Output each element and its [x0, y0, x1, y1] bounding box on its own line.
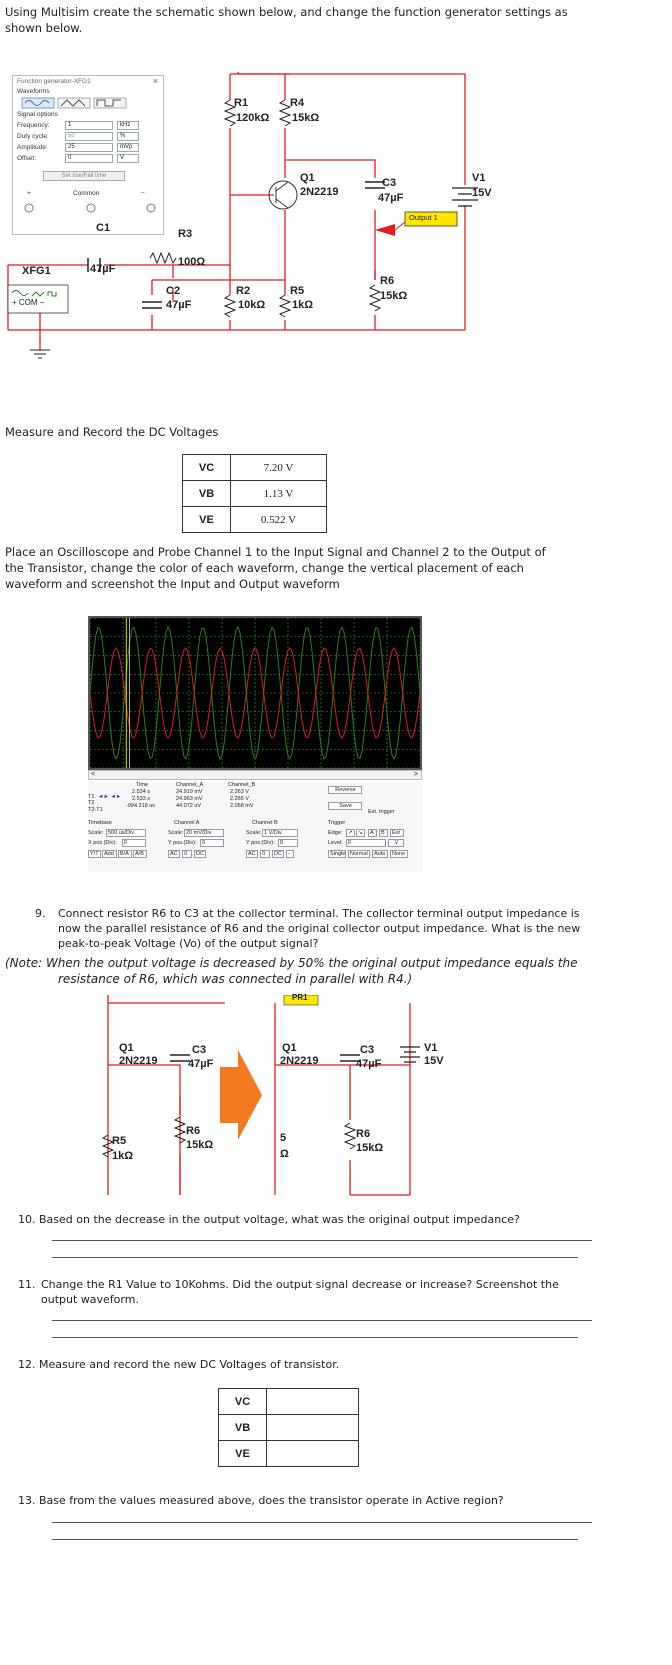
xfg1-terminals: + COM −: [12, 298, 45, 307]
answer-line[interactable]: [52, 1257, 578, 1258]
cursor-row-t2: T2: [88, 800, 95, 806]
r5-zigzag: [280, 295, 290, 317]
q9-line-2: now the parallel resistance of R6 and the original collector output impedance. What is the new: [58, 922, 581, 935]
q10-text: [18, 1212, 520, 1227]
chb-coupling-minus[interactable]: -: [286, 850, 294, 858]
dc-value-vb: 1.13 V: [231, 481, 327, 507]
q12-question: Measure and record the new DC Voltages of transistor.: [39, 1358, 340, 1371]
cha-scale-label: Scale:: [168, 830, 184, 836]
intro-line-2: shown below.: [5, 21, 83, 35]
scope-instr-line-3: waveform and screenshot the Input and Output waveform: [5, 577, 340, 591]
timebase-label: Timebase: [88, 820, 112, 826]
amplitude-input[interactable]: 25: [65, 143, 113, 152]
q9r-q1-part: 2N2219: [280, 1055, 319, 1067]
q12-label-vc: VC: [219, 1389, 267, 1415]
cha-ypos-label: Y pos.(Div):: [168, 840, 197, 846]
answer-line[interactable]: [52, 1539, 578, 1540]
offset-input[interactable]: 0: [65, 154, 113, 163]
cha-header: Channel_A: [176, 782, 204, 788]
chb-coupling-ac[interactable]: AC: [246, 850, 258, 858]
cha-delta: 44.072 uV: [176, 803, 202, 809]
r6-zigzag: [370, 285, 380, 311]
intro-text: [5, 4, 568, 36]
scope-instr-line-1: Place an Oscilloscope and Probe Channel 1 to the Input Signal and Channel 2 to the Output of: [5, 545, 546, 559]
reverse-button[interactable]: Reverse: [328, 786, 362, 794]
close-icon[interactable]: ×: [152, 76, 158, 86]
edge-a[interactable]: A: [368, 829, 377, 837]
fg-title: Function generator-XFG1: [17, 78, 91, 85]
fg-common-label: Common: [73, 190, 100, 197]
mode-ab[interactable]: A/B: [133, 850, 147, 858]
chb-coupling-0[interactable]: 0: [260, 850, 270, 858]
oscilloscope-screen: [88, 616, 422, 770]
q11-text: [41, 1277, 559, 1307]
q12-value-vb[interactable]: [267, 1415, 359, 1441]
cursor-row-t2t1: T2-T1: [88, 807, 103, 813]
chb-delta: 2.058 mV: [230, 803, 254, 809]
chb-scale-input[interactable]: 1 V/Div: [262, 829, 298, 837]
offset-label: Offset:: [17, 155, 37, 162]
q13-question: Base from the values measured above, does the transistor operate in Active region?: [39, 1494, 504, 1507]
frequency-unit[interactable]: kHz: [117, 121, 139, 130]
chb-t2: 2.265 V: [230, 796, 249, 802]
trigger-none[interactable]: None: [390, 850, 408, 858]
answer-line[interactable]: [52, 1522, 592, 1523]
timebase-scale-label: Scale:: [88, 830, 104, 836]
q9l-q1-part: 2N2219: [119, 1055, 158, 1067]
q9l-r5: R5: [112, 1135, 127, 1147]
r5-label: R5: [290, 285, 305, 297]
edge-falling-icon[interactable]: ↘: [356, 829, 365, 837]
signal-options-label: Signal options: [17, 111, 58, 118]
trigger-label: Trigger: [328, 820, 346, 826]
r1-label: R1: [234, 97, 249, 109]
table-row: [219, 1441, 359, 1467]
r4-zigzag: [280, 100, 290, 126]
q9r-c3-val: 47µF: [356, 1058, 382, 1070]
answer-line[interactable]: [52, 1337, 578, 1338]
channel-a-label: Channel A: [174, 820, 200, 826]
amplitude-label: Amplitude:: [17, 144, 48, 151]
r6-label: R6: [380, 275, 395, 287]
trigger-auto[interactable]: Auto: [372, 850, 388, 858]
r5-value: 1kΩ: [292, 299, 314, 311]
timebase-scale-input[interactable]: 500 us/Div: [106, 829, 146, 837]
waveforms-label: Waveforms: [17, 88, 50, 95]
scroll-right-icon[interactable]: >: [413, 771, 418, 778]
cha-t2: 24.963 mV: [176, 796, 203, 802]
time-delta: -994.318 us: [126, 803, 156, 809]
r2-label: R2: [236, 285, 251, 297]
frequency-input[interactable]: 1: [65, 121, 113, 130]
dc-label-vb: VB: [183, 481, 231, 507]
chb-scale-label: Scale:: [246, 830, 262, 836]
c3-value: 47µF: [378, 192, 404, 204]
edge-ext[interactable]: Ext: [390, 829, 404, 837]
q1-part: 2N2219: [300, 186, 339, 198]
q11-line-1: Change the R1 Value to 10Kohms. Did the output signal decrease or increase? Screenshot the: [41, 1278, 559, 1291]
r4-label: R4: [290, 97, 305, 109]
xfg1-label: XFG1: [22, 265, 51, 277]
q13-text: [18, 1493, 504, 1508]
cha-scale-input[interactable]: 20 mV/Div: [184, 829, 224, 837]
frequency-label: Frequency:: [17, 122, 50, 129]
ext-trigger-label: Ext. trigger: [368, 809, 395, 815]
scope-controls: [88, 782, 422, 872]
scope-instr-line-2: the Transistor, change the color of each waveform, change the vertical placement of each: [5, 561, 524, 575]
q9r-r6: R6: [356, 1128, 371, 1140]
rise-fall-button[interactable]: Set rise/Fall time: [43, 171, 125, 181]
q9-note-line-1: (Note: When the output voltage is decreased by 50% the original output impedance equals the: [5, 956, 578, 970]
cha-coupling-ac[interactable]: AC: [168, 850, 180, 858]
dc-value-vc: 7.20 V: [231, 455, 327, 481]
q9r-r5-fragment: 5: [280, 1132, 287, 1144]
chb-ypos-input[interactable]: 0: [278, 839, 298, 847]
table-row: [219, 1389, 359, 1415]
r3-zigzag: [150, 253, 176, 263]
cursor-row-t1: T1: [88, 794, 95, 800]
q9-number: 9.: [35, 907, 46, 920]
q9l-c3: C3: [192, 1044, 207, 1056]
q9-line-3: peak-to-peak Voltage (Vo) of the output signal?: [58, 937, 319, 950]
q13-number: 13.: [18, 1494, 36, 1507]
mode-ba[interactable]: B/A: [118, 850, 132, 858]
q9l-r5-val: 1kΩ: [112, 1150, 134, 1162]
q9r-q1: Q1: [282, 1042, 297, 1054]
q11-number: 11.: [18, 1278, 36, 1291]
q12-label-vb: VB: [219, 1415, 267, 1441]
q12-value-vc[interactable]: [267, 1389, 359, 1415]
edge-label: Edge:: [328, 830, 343, 836]
q10-question: Based on the decrease in the output voltage, what was the original output impedance?: [39, 1213, 520, 1226]
dc-label-ve: VE: [183, 507, 231, 533]
save-button[interactable]: Save: [328, 802, 362, 810]
cha-t1: 24.919 mV: [176, 789, 203, 795]
r3-value: 100Ω: [178, 256, 206, 268]
c2-value: 47µF: [166, 299, 192, 311]
scope-instructions: [5, 544, 546, 592]
amplitude-unit[interactable]: mVp: [117, 143, 139, 152]
c1-value: 47µF: [90, 263, 116, 275]
table-row: [183, 507, 327, 533]
q12-label-ve: VE: [219, 1441, 267, 1467]
q10-number: 10.: [18, 1213, 36, 1226]
xpos-label: X pos.(Div):: [88, 840, 117, 846]
intro-line-1: Using Multisim create the schematic shown below, and change the function generator settings as: [5, 5, 568, 19]
chb-t1: 2.263 V: [230, 789, 249, 795]
oscilloscope-traces: [90, 618, 420, 768]
cha-coupling-0[interactable]: 0: [182, 850, 192, 858]
r3-label: R3: [178, 228, 193, 240]
q9-text: [58, 906, 580, 951]
mode-add[interactable]: Add: [102, 850, 117, 858]
scroll-left-icon[interactable]: <: [91, 771, 96, 778]
v1-label: V1: [472, 172, 486, 184]
level-input[interactable]: 0: [346, 839, 386, 847]
q9l-r6-val: 15kΩ: [186, 1139, 214, 1151]
level-unit[interactable]: V: [388, 839, 404, 847]
cursor-arrows-icon[interactable]: ◄► ◄►: [98, 794, 122, 800]
r1-value: 120kΩ: [236, 112, 270, 124]
c2-label: C2: [166, 285, 181, 297]
v1-value: 15V: [472, 187, 492, 199]
q12-number: 12.: [18, 1358, 36, 1371]
q11-line-2: output waveform.: [41, 1293, 139, 1306]
edge-rising-icon[interactable]: ↗: [346, 829, 355, 837]
arrow-icon: [220, 1050, 262, 1140]
duty-input[interactable]: 50: [65, 132, 113, 141]
q1-label: Q1: [300, 172, 315, 184]
table-row: [183, 481, 327, 507]
r2-value: 10kΩ: [238, 299, 266, 311]
edge-b[interactable]: B: [379, 829, 388, 837]
c1-label: C1: [96, 222, 111, 234]
answer-line[interactable]: [52, 1320, 592, 1321]
time-t1: 2.534 s: [132, 789, 151, 795]
cha-coupling-dc[interactable]: DC: [194, 850, 206, 858]
output-probe-label: Output 1: [409, 213, 438, 222]
cha-ypos-input[interactable]: 0: [200, 839, 224, 847]
q9-line-1: Connect resistor R6 to C3 at the collector terminal. The collector terminal output impedance is: [58, 907, 580, 920]
table-row: [183, 455, 327, 481]
q12-text: [18, 1357, 339, 1372]
xpos-input[interactable]: 0: [122, 839, 146, 847]
dc-value-ve: 0.522 V: [231, 507, 327, 533]
q9l-c3-val: 47µF: [188, 1058, 214, 1070]
fg-plus-label: +: [27, 190, 31, 197]
channel-b-label: Channel B: [252, 820, 278, 826]
trigger-normal[interactable]: Normal: [348, 850, 370, 858]
offset-unit[interactable]: V: [117, 154, 139, 163]
q9-note-line-2: resistance of R6, which was connected in parallel with R4.): [58, 972, 413, 986]
q9r-pr1: PR1: [292, 993, 308, 1002]
r2-zigzag: [225, 295, 235, 317]
trigger-single[interactable]: Single: [330, 851, 346, 857]
mode-yt[interactable]: Y/T: [88, 850, 101, 858]
dc-label-vc: VC: [183, 455, 231, 481]
duty-label: Duty cycle:: [17, 133, 49, 140]
r6-value: 15kΩ: [380, 290, 408, 302]
table-row: [219, 1415, 359, 1441]
time-header: Time: [136, 782, 149, 788]
q9r-v1: V1: [424, 1042, 438, 1054]
dc-voltage-table: [182, 454, 327, 533]
duty-unit[interactable]: %: [117, 132, 139, 141]
chb-coupling-dc[interactable]: DC: [272, 850, 284, 858]
q9r-c3: C3: [360, 1044, 375, 1056]
fg-minus-label: −: [141, 190, 145, 197]
dc-heading: Measure and Record the DC Voltages: [5, 425, 219, 439]
q9r-v1-val: 15V: [424, 1055, 444, 1067]
q12-value-ve[interactable]: [267, 1441, 359, 1467]
q9-note: [5, 955, 578, 987]
chb-header: Channel_B: [228, 782, 256, 788]
c3-label: C3: [382, 177, 397, 189]
q12-table: [218, 1388, 359, 1467]
time-t2: 2.533 s: [132, 796, 151, 802]
answer-line[interactable]: [52, 1240, 592, 1241]
q9l-r6: R6: [186, 1125, 201, 1137]
q9r-r5-unit-fragment: Ω: [280, 1148, 289, 1160]
q9-diagrams: [0, 995, 672, 1200]
r4-value: 15kΩ: [292, 112, 320, 124]
chb-ypos-label: Y pos.(Div):: [246, 840, 275, 846]
q9l-q1: Q1: [119, 1042, 134, 1054]
q9r-r6-val: 15kΩ: [356, 1142, 384, 1154]
level-label: Level:: [328, 840, 343, 846]
scope-scrollbar[interactable]: [88, 770, 422, 780]
